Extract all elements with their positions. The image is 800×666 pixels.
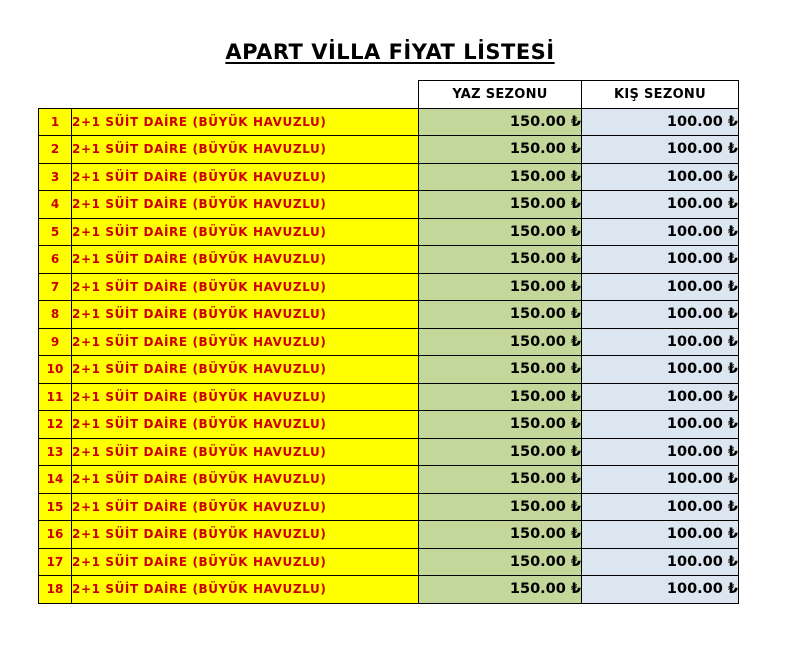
table-row — [39, 438, 739, 466]
apartment-name: 2+1 SÜİT DAİRE (BÜYÜK HAVUZLU) — [72, 163, 419, 191]
winter-price: 100.00 ₺ — [582, 521, 739, 549]
winter-price: 100.00 ₺ — [582, 493, 739, 521]
winter-price: 100.00 ₺ — [582, 246, 739, 274]
table-header-row — [39, 81, 739, 109]
summer-price: 150.00 ₺ — [419, 163, 582, 191]
row-number: 13 — [39, 438, 72, 466]
row-number: 7 — [39, 273, 72, 301]
apartment-name: 2+1 SÜİT DAİRE (BÜYÜK HAVUZLU) — [72, 356, 419, 384]
summer-price: 150.00 ₺ — [419, 438, 582, 466]
winter-price: 100.00 ₺ — [582, 191, 739, 219]
winter-price: 100.00 ₺ — [582, 438, 739, 466]
apartment-name: 2+1 SÜİT DAİRE (BÜYÜK HAVUZLU) — [72, 108, 419, 136]
row-number: 16 — [39, 521, 72, 549]
summer-price: 150.00 ₺ — [419, 328, 582, 356]
winter-price: 100.00 ₺ — [582, 328, 739, 356]
table-row — [39, 493, 739, 521]
row-number: 5 — [39, 218, 72, 246]
table-row — [39, 548, 739, 576]
winter-price: 100.00 ₺ — [582, 108, 739, 136]
row-number: 11 — [39, 383, 72, 411]
winter-price: 100.00 ₺ — [582, 218, 739, 246]
summer-price: 150.00 ₺ — [419, 411, 582, 439]
page-title — [0, 40, 780, 64]
apartment-name: 2+1 SÜİT DAİRE (BÜYÜK HAVUZLU) — [72, 438, 419, 466]
table-row — [39, 246, 739, 274]
winter-price: 100.00 ₺ — [582, 163, 739, 191]
summer-price: 150.00 ₺ — [419, 246, 582, 274]
row-number: 12 — [39, 411, 72, 439]
header-blank — [72, 81, 419, 109]
apartment-name: 2+1 SÜİT DAİRE (BÜYÜK HAVUZLU) — [72, 466, 419, 494]
row-number: 9 — [39, 328, 72, 356]
table-row — [39, 521, 739, 549]
winter-price: 100.00 ₺ — [582, 466, 739, 494]
apartment-name: 2+1 SÜİT DAİRE (BÜYÜK HAVUZLU) — [72, 273, 419, 301]
summer-price: 150.00 ₺ — [419, 548, 582, 576]
row-number: 15 — [39, 493, 72, 521]
table-row — [39, 218, 739, 246]
summer-price: 150.00 ₺ — [419, 466, 582, 494]
apartment-name: 2+1 SÜİT DAİRE (BÜYÜK HAVUZLU) — [72, 521, 419, 549]
table-row — [39, 356, 739, 384]
summer-price: 150.00 ₺ — [419, 136, 582, 164]
winter-price: 100.00 ₺ — [582, 548, 739, 576]
page-title-text: APART VİLLA FİYAT LİSTESİ — [225, 40, 555, 64]
winter-price: 100.00 ₺ — [582, 356, 739, 384]
table-row — [39, 273, 739, 301]
winter-price: 100.00 ₺ — [582, 136, 739, 164]
row-number: 18 — [39, 576, 72, 604]
apartment-name: 2+1 SÜİT DAİRE (BÜYÜK HAVUZLU) — [72, 576, 419, 604]
row-number: 4 — [39, 191, 72, 219]
row-number: 2 — [39, 136, 72, 164]
winter-price: 100.00 ₺ — [582, 301, 739, 329]
header-blank — [39, 81, 72, 109]
apartment-name: 2+1 SÜİT DAİRE (BÜYÜK HAVUZLU) — [72, 191, 419, 219]
table-row — [39, 383, 739, 411]
apartment-name: 2+1 SÜİT DAİRE (BÜYÜK HAVUZLU) — [72, 136, 419, 164]
summer-season-header: YAZ SEZONU — [419, 81, 582, 109]
summer-price: 150.00 ₺ — [419, 521, 582, 549]
row-number: 3 — [39, 163, 72, 191]
summer-price: 150.00 ₺ — [419, 301, 582, 329]
table-row — [39, 301, 739, 329]
row-number: 17 — [39, 548, 72, 576]
apartment-name: 2+1 SÜİT DAİRE (BÜYÜK HAVUZLU) — [72, 548, 419, 576]
row-number: 8 — [39, 301, 72, 329]
summer-price: 150.00 ₺ — [419, 356, 582, 384]
winter-price: 100.00 ₺ — [582, 576, 739, 604]
apartment-name: 2+1 SÜİT DAİRE (BÜYÜK HAVUZLU) — [72, 493, 419, 521]
winter-season-header: KIŞ SEZONU — [582, 81, 739, 109]
table-row — [39, 576, 739, 604]
row-number: 6 — [39, 246, 72, 274]
summer-price: 150.00 ₺ — [419, 493, 582, 521]
table-row — [39, 108, 739, 136]
row-number: 1 — [39, 108, 72, 136]
summer-price: 150.00 ₺ — [419, 576, 582, 604]
apartment-name: 2+1 SÜİT DAİRE (BÜYÜK HAVUZLU) — [72, 301, 419, 329]
table-row — [39, 411, 739, 439]
row-number: 14 — [39, 466, 72, 494]
table-row — [39, 328, 739, 356]
summer-price: 150.00 ₺ — [419, 273, 582, 301]
apartment-name: 2+1 SÜİT DAİRE (BÜYÜK HAVUZLU) — [72, 383, 419, 411]
apartment-name: 2+1 SÜİT DAİRE (BÜYÜK HAVUZLU) — [72, 411, 419, 439]
apartment-name: 2+1 SÜİT DAİRE (BÜYÜK HAVUZLU) — [72, 328, 419, 356]
table-row — [39, 136, 739, 164]
table-row — [39, 466, 739, 494]
apartment-name: 2+1 SÜİT DAİRE (BÜYÜK HAVUZLU) — [72, 218, 419, 246]
winter-price: 100.00 ₺ — [582, 273, 739, 301]
winter-price: 100.00 ₺ — [582, 383, 739, 411]
summer-price: 150.00 ₺ — [419, 108, 582, 136]
summer-price: 150.00 ₺ — [419, 218, 582, 246]
table-row — [39, 163, 739, 191]
apartment-name: 2+1 SÜİT DAİRE (BÜYÜK HAVUZLU) — [72, 246, 419, 274]
row-number: 10 — [39, 356, 72, 384]
table-row — [39, 191, 739, 219]
summer-price: 150.00 ₺ — [419, 383, 582, 411]
winter-price: 100.00 ₺ — [582, 411, 739, 439]
price-table — [38, 80, 739, 604]
summer-price: 150.00 ₺ — [419, 191, 582, 219]
